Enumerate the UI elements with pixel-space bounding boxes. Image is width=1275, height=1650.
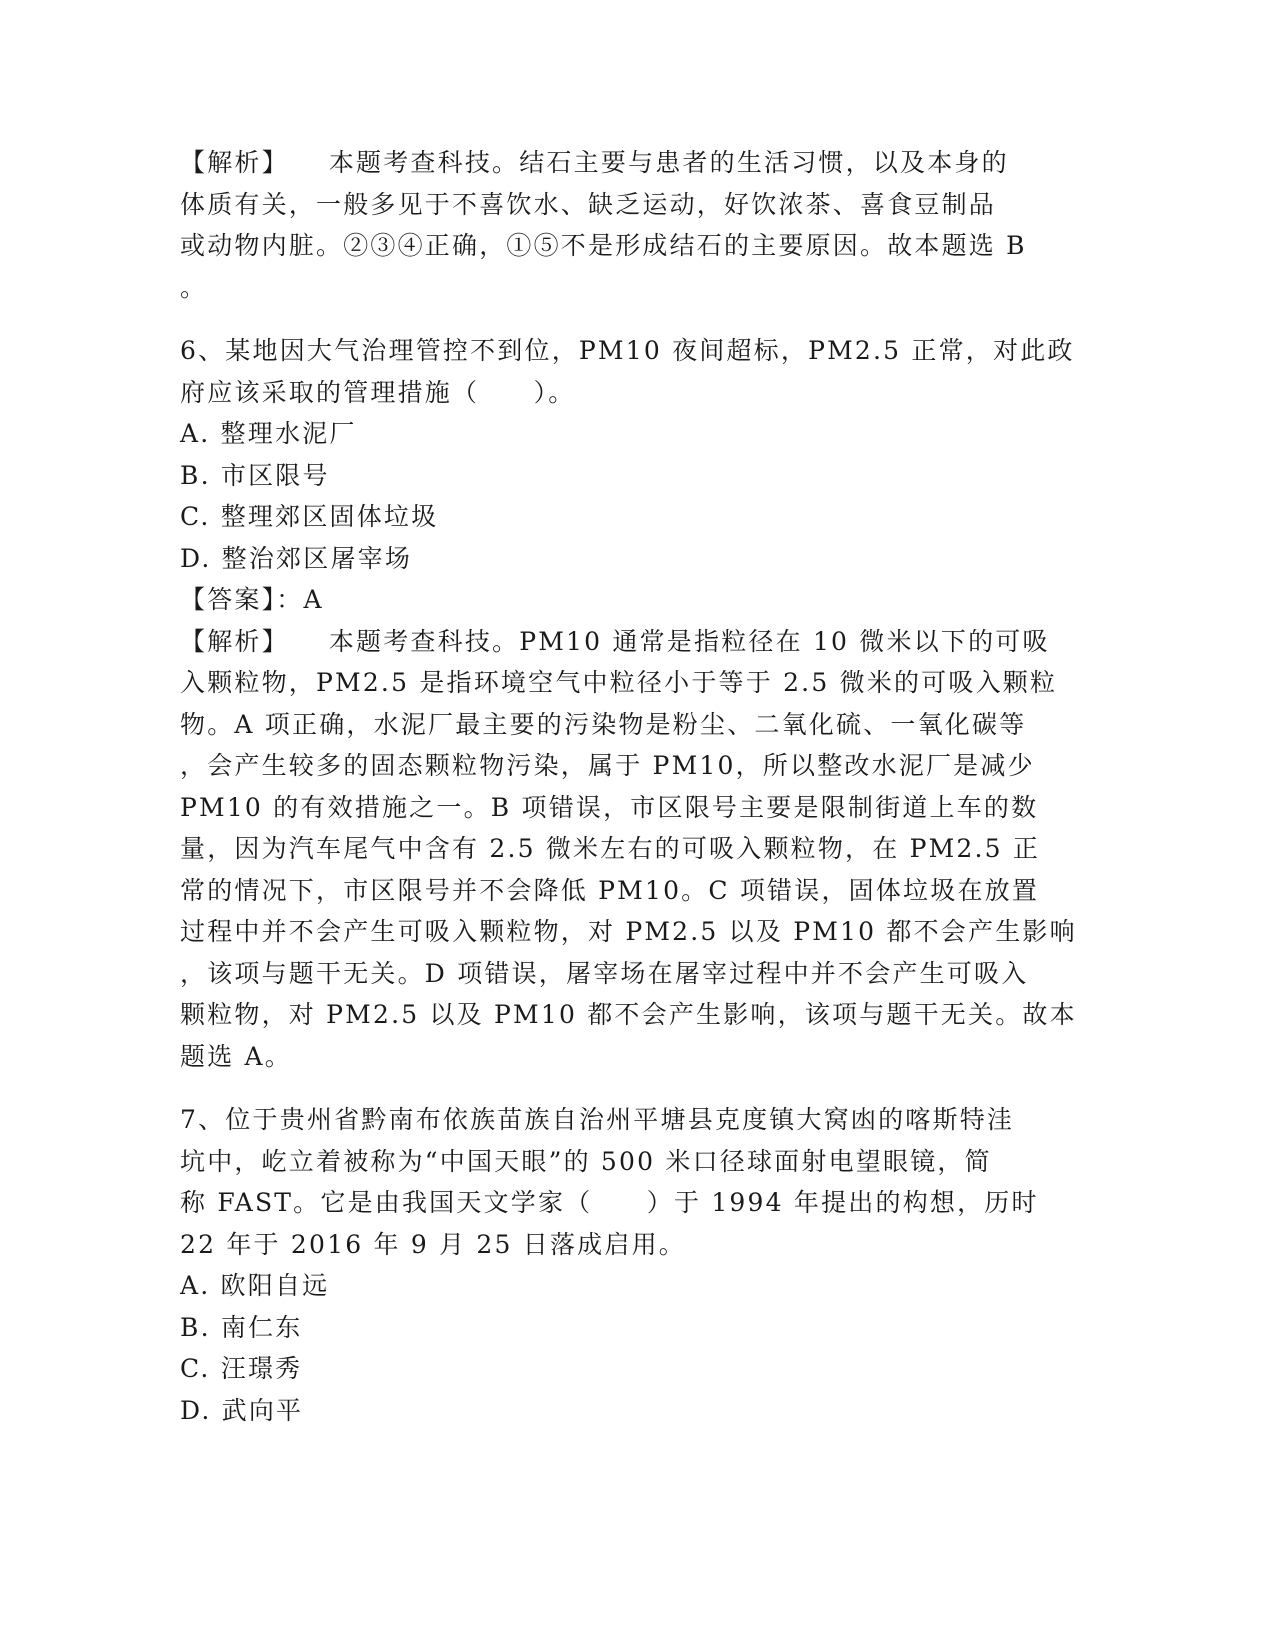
option-d: D. 武向平 bbox=[180, 1395, 304, 1425]
analysis-block-q5 bbox=[180, 142, 1040, 308]
text-line: 体质有关，一般多见于不喜饮水、缺乏运动，好饮浓茶、喜食豆制品 bbox=[180, 189, 997, 219]
text-line: 颗粒物，对 PM2.5 以及 PM10 都不会产生影响，该项与题干无关。故本 bbox=[180, 1000, 1077, 1029]
question-stem-line: 称 FAST。它是由我国天文学家（ ）于 1994 年提出的构想，历时 bbox=[180, 1188, 1039, 1217]
text-line: 。 bbox=[180, 272, 208, 302]
question-stem-line: 6、某地因大气治理管控不到位，PM10 夜间超标，PM2.5 正常，对此政 bbox=[180, 336, 1075, 365]
text-line: 入颗粒物，PM2.5 是指环境空气中粒径小于等于 2.5 微米的可吸入颗粒 bbox=[180, 668, 1058, 697]
option-c: C. 汪璟秀 bbox=[180, 1354, 303, 1383]
text-line: 物。A 项正确，水泥厂最主要的污染物是粉尘、二氧化硫、一氧化碳等 bbox=[180, 709, 1027, 739]
analysis-label: 【解析】 bbox=[180, 148, 289, 177]
text-line: ，该项与题干无关。D 项错误，屠宰场在屠宰过程中并不会产生可吸入 bbox=[180, 958, 1029, 988]
text-line: ，会产生较多的固态颗粒物污染，属于 PM10，所以整改水泥厂是减少 bbox=[180, 751, 1035, 780]
text-line: 过程中并不会产生可吸入颗粒物，对 PM2.5 以及 PM10 都不会产生影响 bbox=[180, 917, 1077, 946]
option-a: A. 欧阳自远 bbox=[180, 1271, 330, 1300]
text-line bbox=[180, 621, 1050, 663]
question-stem-line: 7、位于贵州省黔南布依族苗族自治州平塘县克度镇大窝凼的喀斯特洼 bbox=[180, 1105, 1015, 1134]
text-line: 或动物内脏。②③④正确，①⑤不是形成结石的主要原因。故本题选 B bbox=[180, 231, 1027, 260]
option-c: C. 整理郊区固体垃圾 bbox=[180, 502, 439, 531]
text-line: 量，因为汽车尾气中含有 2.5 微米左右的可吸入颗粒物，在 PM2.5 正 bbox=[180, 834, 1041, 863]
text-line: PM10 的有效措施之一。B 项错误，市区限号主要是限制街道上车的数 bbox=[180, 792, 1039, 822]
text-line bbox=[180, 142, 1040, 184]
analysis-text: 本题考查科技。PM10 通常是指粒径在 10 微米以下的可吸 bbox=[328, 626, 1050, 656]
analysis-label: 【解析】 bbox=[180, 626, 289, 656]
answer-line: 【答案】：A bbox=[180, 585, 324, 614]
question-stem-line: 府应该采取的管理措施（ ）。 bbox=[180, 377, 576, 407]
question-stem-line: 22 年于 2016 年 9 月 25 日落成启用。 bbox=[180, 1229, 686, 1259]
option-d: D. 整治郊区屠宰场 bbox=[180, 543, 413, 573]
option-b: B. 市区限号 bbox=[180, 460, 330, 490]
question-stem-line: 坑中，屹立着被称为“中国天眼”的 500 米口径球面射电望眼镜，简 bbox=[180, 1146, 992, 1176]
option-a: A. 整理水泥厂 bbox=[180, 419, 357, 448]
analysis-text: 本题考查科技。结石主要与患者的生活习惯，以及本身的 bbox=[328, 148, 1009, 177]
question-6 bbox=[180, 330, 1077, 1077]
document-page bbox=[180, 142, 1077, 1431]
option-b: B. 南仁东 bbox=[180, 1312, 303, 1342]
text-line: 题选 A。 bbox=[180, 1041, 293, 1071]
text-line: 常的情况下，市区限号并不会降低 PM10。C 项错误，固体垃圾在放置 bbox=[180, 875, 1040, 905]
question-7 bbox=[180, 1099, 1040, 1431]
